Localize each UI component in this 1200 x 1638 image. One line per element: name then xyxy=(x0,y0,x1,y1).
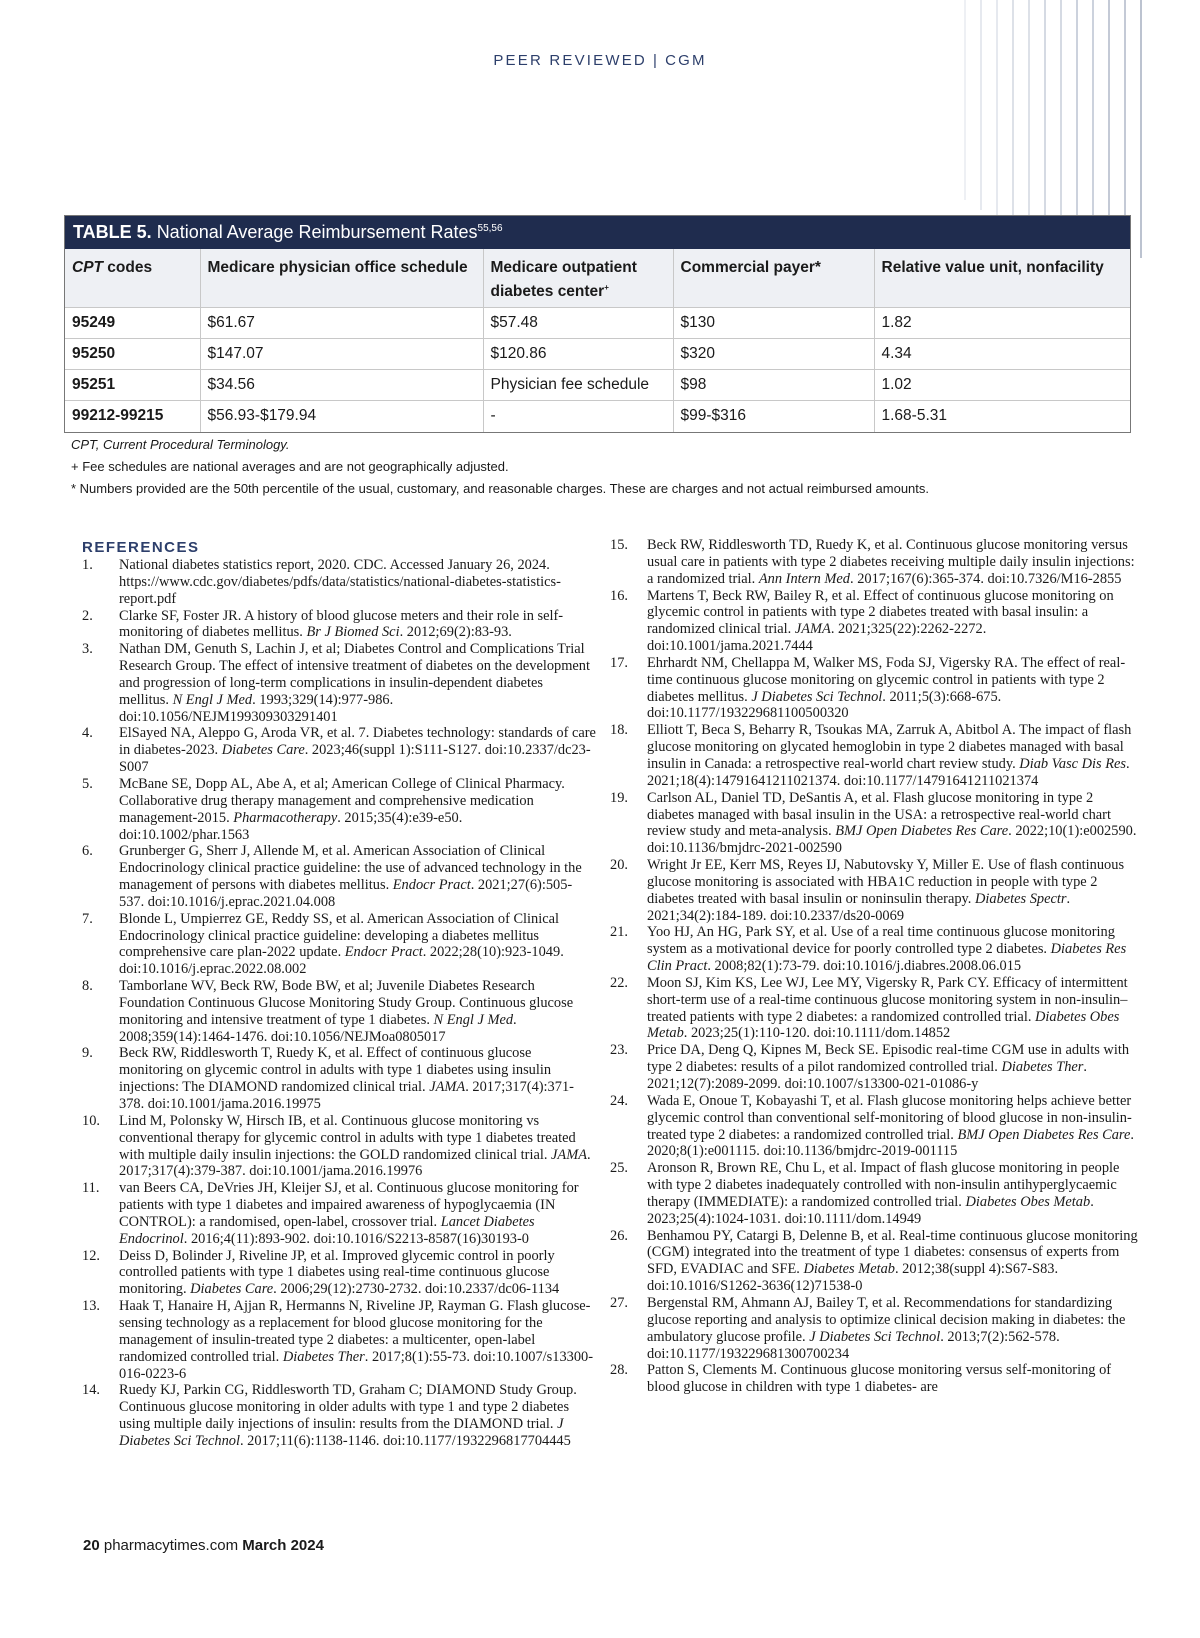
column-header: Relative value unit, nonfacility xyxy=(881,259,1104,276)
reference-number: 26. xyxy=(610,1227,628,1244)
table-cell: $34.56 xyxy=(200,370,483,401)
table-title-text: National Average Reimbursement Rates xyxy=(156,222,478,242)
reference-item xyxy=(82,978,596,1045)
journal-name: Endocr Pract xyxy=(392,877,471,894)
journal-name: JAMA xyxy=(551,1146,587,1163)
page-footer xyxy=(83,1537,324,1554)
reference-item xyxy=(610,924,1140,975)
reference-text: Beck RW, Riddlesworth TD, Ruedy K, et al. Continuous glucose monitoring versus usual care in patients with type 2 diabetes receiving multiple daily insulin injections: a randomized trial. Ann Intern Med. 2017;167(6):365-374. doi:10.7326/M16-2855 xyxy=(647,537,1135,587)
cpt-code-cell: 95250 xyxy=(65,339,200,370)
reference-number: 20. xyxy=(610,857,628,874)
journal-name: Diabetes Obes Metab xyxy=(965,1193,1091,1210)
reference-item xyxy=(82,776,596,843)
table-row xyxy=(65,308,1130,339)
reference-number: 24. xyxy=(610,1092,628,1109)
reference-text: Tamborlane WV, Beck RW, Bode BW, et al; Juvenile Diabetes Research Foundation Continuous Glucose Monitoring Study Group. Continuous glucose monitoring and intensive treatment of type 1 diabetes. N Engl J Med. 2008;359(14):1464-1476. doi:10.1056/NEJMoa0805017 xyxy=(119,978,574,1045)
table-note: CPT, Current Procedural Terminology. xyxy=(71,437,290,452)
journal-name: Br J Biomed Sci xyxy=(306,624,400,641)
reference-item xyxy=(82,1382,596,1449)
table-cell: $320 xyxy=(673,339,874,370)
reimbursement-table xyxy=(64,215,1131,433)
journal-name: Diabetes Ther xyxy=(282,1348,365,1365)
journal-name: J Diabetes Sci Technol xyxy=(809,1328,941,1345)
table-cell: $98 xyxy=(673,370,874,401)
table-row xyxy=(65,401,1130,432)
table-title xyxy=(65,216,1130,249)
journal-name: Pharmacotherapy xyxy=(233,809,338,826)
table-cell: $56.93-$179.94 xyxy=(200,401,483,432)
rates-table xyxy=(65,249,1130,432)
reference-text: Moon SJ, Kim KS, Lee WJ, Lee MY, Vigersky R, Park CY. Efficacy of intermittent short-term use of a real-time continuous glucose monitoring system in non-insulin–treated patients with type 2 diabetes: a randomized controlled trial. Diabetes Obes Metab. 2023;25(1):110-120. doi:10.1111/dom.14852 xyxy=(647,974,1128,1042)
page-number: 20 xyxy=(83,1537,100,1554)
reference-number: 3. xyxy=(82,641,93,658)
reference-text: Ruedy KJ, Parkin CG, Riddlesworth TD, Graham C; DIAMOND Study Group. Continuous glucose monitoring in older adults with type 1 and type 2 diabetes using multiple daily injections of insulin: results from the DIAMOND trial. J Diabetes Sci Technol. 2017;11(6):1138-1146. doi:10.1177/1932296817704445 xyxy=(119,1382,577,1449)
column-header: Commercial payer* xyxy=(673,249,874,308)
reference-number: 21. xyxy=(610,924,628,941)
reference-number: 25. xyxy=(610,1160,628,1177)
reference-item xyxy=(82,725,596,776)
reference-number: 22. xyxy=(610,974,628,991)
table-note: * Numbers provided are the 50th percentile of the usual, customary, and reasonable charges. These are charges and not actual reimbursed amounts. xyxy=(71,481,930,496)
reference-item xyxy=(610,1362,1140,1396)
reference-item xyxy=(610,857,1140,924)
reference-number: 19. xyxy=(610,789,628,806)
journal-name: Ann Intern Med xyxy=(758,570,851,587)
table-title-refs: 55,56 xyxy=(477,223,503,234)
reference-item xyxy=(82,1298,596,1382)
reference-item xyxy=(610,722,1140,789)
journal-name: J Diabetes Sci Technol xyxy=(119,1416,564,1449)
table-cell: $130 xyxy=(673,308,874,339)
table-cell: $61.67 xyxy=(200,308,483,339)
reference-text: Ehrhardt NM, Chellappa M, Walker MS, Foda SJ, Vigersky RA. The effect of real-time continuous glucose monitoring on glycemic control in patients with type 2 diabetes mellitus. J Diabetes Sci Technol. 2011;5(3):668-675. doi:10.1177/193229681100500320 xyxy=(647,654,1126,722)
column-header: Medicare outpatient diabetes center+ xyxy=(483,249,673,308)
reference-number: 15. xyxy=(610,537,628,553)
table-cell: $120.86 xyxy=(483,339,673,370)
section-label: PEER REVIEWED xyxy=(493,52,647,69)
table-cell: 4.34 xyxy=(874,339,1130,370)
table-cell: 1.68-5.31 xyxy=(874,401,1130,432)
reference-item xyxy=(82,1045,596,1112)
issue-date: March 2024 xyxy=(242,1537,324,1554)
cpt-code-cell: 95251 xyxy=(65,370,200,401)
journal-name: Diab Vasc Dis Res xyxy=(1019,755,1127,772)
reference-number: 6. xyxy=(82,843,93,860)
journal-name: N Engl J Med xyxy=(172,691,253,708)
reference-text: Deiss D, Bolinder J, Riveline JP, et al. Improved glycemic control in poorly controlled patients with type 1 diabetes using real-time continuous glucose monitoring. Diabetes Care. 2006;29(12):2730-2732. doi:10.2337/dc06-1134 xyxy=(119,1247,560,1298)
journal-name: Diabetes Res Clin Pract xyxy=(647,941,1127,975)
reference-text: Patton S, Clements M. Continuous glucose monitoring versus self-monitoring of blood glucose in children with type 1 diabetes- are xyxy=(647,1362,1112,1396)
journal-name: JAMA xyxy=(794,621,831,638)
reference-text: Beck RW, Riddlesworth T, Ruedy K, et al. Effect of continuous glucose monitoring on glycemic control in adults with type 1 diabetes using insulin injections: The DIAMOND randomized clinical trial. JAMA. 2017;317(4):371-378. doi:10.1001/jama.2016.19975 xyxy=(119,1045,574,1112)
reference-number: 16. xyxy=(610,587,628,604)
reference-item xyxy=(82,608,596,642)
column-header-italic: CPT xyxy=(72,259,103,276)
table-header-row xyxy=(65,249,1130,308)
reference-item xyxy=(610,1093,1140,1160)
reference-number: 28. xyxy=(610,1362,628,1379)
reference-item xyxy=(610,588,1140,655)
table-note: + Fee schedules are national averages and are not geographically adjusted. xyxy=(71,459,509,474)
table-label: TABLE 5. xyxy=(73,222,152,242)
reference-text: Lind M, Polonsky W, Hirsch IB, et al. Continuous glucose monitoring vs conventional therapy for glycemic control in adults with type 1 diabetes treated with multiple daily insulin injections: the GOLD randomized clinical trial. JAMA. 2017;317(4):379-387. doi:10.1001/jama.2016.19976 xyxy=(119,1112,591,1180)
reference-item xyxy=(610,1042,1140,1093)
table-body xyxy=(65,308,1130,432)
reference-text: Haak T, Hanaire H, Ajjan R, Hermanns N, Riveline JP, Rayman G. Flash glucose-sensing technology as a replacement for blood glucose monitoring for the management of insulin-treated type 2 diabetes: a multicenter, open-label randomized controlled trial. Diabetes Ther. 2017;8(1):55-73. doi:10.1007/s13300-016-0223-6 xyxy=(119,1298,594,1382)
column-header-sup: + xyxy=(604,283,609,292)
table-cell: $99-$316 xyxy=(673,401,874,432)
page-header xyxy=(0,52,1200,69)
reference-text: Elliott T, Beca S, Beharry R, Tsoukas MA, Zarruk A, Abitbol A. The impact of flash glucose monitoring on glycated hemoglobin in type 2 diabetes managed with basal insulin in Canada: a retrospective real-world chart review study. Diab Vasc Dis Res. 2021;18(4):14791641211021374. doi:10.1177/14791641211021374 xyxy=(647,722,1132,789)
site-name: pharmacytimes.com xyxy=(103,1537,239,1554)
reference-number: 7. xyxy=(82,910,93,927)
reference-number: 8. xyxy=(82,978,93,995)
reference-number: 12. xyxy=(82,1247,100,1264)
journal-name: Endocr Pract xyxy=(344,944,423,961)
reference-number: 5. xyxy=(82,775,93,792)
journal-name: N Engl J Med xyxy=(433,1011,514,1028)
journal-name: J Diabetes Sci Technol xyxy=(751,688,883,705)
reference-text: Wright Jr EE, Kerr MS, Reyes IJ, Nabutovsky Y, Miller E. Use of flash continuous glucose monitoring is associated with HBA1C reduction in people with type 2 diabetes treated with basal insulin or noninsulin therapy. Diabetes Spectr. 2021;34(2):184-189. doi:10.2337/ds20-0069 xyxy=(647,857,1125,924)
journal-name: Diabetes Care xyxy=(190,1281,274,1298)
reference-text: National diabetes statistics report, 2020. CDC. Accessed January 26, 2024. https://www.cdc.gov/diabetes/pdfs/data/statistics/national-diabetes-statistics-report.pdf xyxy=(119,557,561,607)
topic-label: CGM xyxy=(665,52,707,69)
column-header: CPT codes xyxy=(65,249,200,308)
references-left-column xyxy=(82,540,596,1450)
journal-name: JAMA xyxy=(429,1079,466,1096)
reference-item xyxy=(610,655,1140,722)
journal-name: Diabetes Spectr xyxy=(974,890,1067,907)
reference-number: 9. xyxy=(82,1045,93,1062)
cpt-code-cell: 99212-99215 xyxy=(65,401,200,432)
column-header: Medicare physician office schedule xyxy=(200,249,483,308)
journal-name: Lancet Diabetes Endocrinol xyxy=(119,1213,535,1247)
journal-name: Diabetes Care xyxy=(221,742,305,759)
reference-number: 4. xyxy=(82,725,93,742)
reference-text: Price DA, Deng Q, Kipnes M, Beck SE. Episodic real-time CGM use in adults with type 2 diabetes: results of a pilot randomized controlled trial. Diabetes Ther. 2021;12(7):2089-2099. doi:10.1007/s13300-021-01086-y xyxy=(647,1042,1130,1092)
table-cell: 1.82 xyxy=(874,308,1130,339)
reference-number: 13. xyxy=(82,1298,100,1315)
journal-name: Diabetes Ther xyxy=(1001,1059,1084,1076)
reference-text: Grunberger G, Sherr J, Allende M, et al. American Association of Clinical Endocrinology clinical practice guideline: the use of advanced technology in the management of persons with diabetes mellitus. Endocr Pract. 2021;27(6):505-537. doi:10.1016/j.eprac.2021.04.008 xyxy=(119,843,582,910)
reference-text: Martens T, Beck RW, Bailey R, et al. Effect of continuous glucose monitoring on glycemic control in patients with type 2 diabetes treated with basal insulin: a randomized clinical trial. JAMA. 2021;325(22):2262-2272. doi:10.1001/jama.2021.7444 xyxy=(647,587,1114,655)
table-cell: $57.48 xyxy=(483,308,673,339)
reference-number: 18. xyxy=(610,722,628,739)
reference-item xyxy=(82,843,596,910)
reference-text: Carlson AL, Daniel TD, DeSantis A, et al. Flash glucose monitoring in type 2 diabetes managed with basal insulin in the USA: a retrospective real-world chart review study and meta-analysis. BMJ Open Diabetes Res Care. 2022;10(1):e002590. doi:10.1136/bmjdrc-2021-002590 xyxy=(647,789,1137,857)
reference-number: 17. xyxy=(610,654,628,671)
journal-name: BMJ Open Diabetes Res Care xyxy=(957,1126,1131,1143)
reference-item xyxy=(82,1248,596,1299)
reference-item xyxy=(610,1160,1140,1227)
table-row xyxy=(65,339,1130,370)
reference-text: Blonde L, Umpierrez GE, Reddy SS, et al. American Association of Clinical Endocrinology clinical practice guideline: developing a diabetes mellitus comprehensive care plan-2022 update. Endocr Pract. 2022;28(10):923-1049. doi:10.1016/j.eprac.2022.08.002 xyxy=(119,910,564,978)
reference-item xyxy=(82,641,596,725)
reference-item xyxy=(82,1113,596,1180)
reference-item xyxy=(82,557,596,608)
reference-text: Nathan DM, Genuth S, Lachin J, et al; Diabetes Control and Complications Trial Research Group. The effect of intensive treatment of diabetes on the development and progression of long-term complications in insulin-dependent diabetes mellitus. N Engl J Med. 1993;329(14):977-986. doi:10.1056/NEJM199309303291401 xyxy=(119,641,590,725)
reference-item xyxy=(82,1180,596,1247)
table-cell: 1.02 xyxy=(874,370,1130,401)
reference-item xyxy=(610,790,1140,857)
journal-name: Diabetes Obes Metab xyxy=(647,1008,1120,1042)
reference-text: McBane SE, Dopp AL, Abe A, et al; American College of Clinical Pharmacy. Collaborative drug therapy management and comprehensive medication management-2015. Pharmacotherapy. 2015;35(4):e39-e50. doi:10.1002/phar.1563 xyxy=(119,775,565,843)
references-heading: REFERENCES xyxy=(82,539,200,556)
references-right-column xyxy=(610,537,1140,1396)
reference-text: Clarke SF, Foster JR. A history of blood glucose meters and their role in self-monitoring of diabetes mellitus. Br J Biomed Sci. 2012;69(2):83-93. xyxy=(119,607,564,641)
table-row xyxy=(65,370,1130,401)
reference-item xyxy=(610,537,1140,588)
reference-item xyxy=(610,1228,1140,1295)
reference-number: 11. xyxy=(82,1180,100,1197)
header-separator: | xyxy=(652,52,660,69)
reference-text: Aronson R, Brown RE, Chu L, et al. Impact of flash glucose monitoring in people with type 2 diabetes inadequately controlled with non-insulin antihyperglycaemic therapy (IMMEDIATE): a randomized controlled trial. Diabetes Obes Metab. 2023;25(4):1024-1031. doi:10.1111/dom.14949 xyxy=(647,1160,1120,1227)
reference-number: 10. xyxy=(82,1112,100,1129)
journal-name: Diabetes Metab xyxy=(803,1261,895,1278)
reference-text: Benhamou PY, Catargi B, Delenne B, et al. Real-time continuous glucose monitoring (CGM) integrated into the treatment of type 1 diabetes: consensus of experts from SFD, EVADIAC and SFE. Diabetes Metab. 2012;38(suppl 4):S67-S83. doi:10.1016/S1262-3636(12)71538-0 xyxy=(647,1227,1138,1295)
table-notes xyxy=(71,434,1131,500)
reference-text: Bergenstal RM, Ahmann AJ, Bailey T, et al. Recommendations for standardizing glucose reporting and analysis to optimize clinical decision making in diabetes: the ambulatory glucose profile. J Diabetes Sci Technol. 2013;7(2):562-578. doi:10.1177/193229681300700234 xyxy=(647,1294,1126,1362)
table-cell: $147.07 xyxy=(200,339,483,370)
reference-number: 1. xyxy=(82,557,93,573)
reference-item xyxy=(610,975,1140,1042)
reference-text: Yoo HJ, An HG, Park SY, et al. Use of a real time continuous glucose monitoring system as a motivational device for poorly controlled type 2 diabetes. Diabetes Res Clin Pract. 2008;82(1):73-79. doi:10.1016/j.diabres.2008.06.015 xyxy=(647,924,1127,975)
table-cell: - xyxy=(483,401,673,432)
reference-number: 14. xyxy=(82,1382,100,1399)
journal-name: BMJ Open Diabetes Res Care xyxy=(835,823,1009,840)
reference-text: Wada E, Onoue T, Kobayashi T, et al. Flash glucose monitoring helps achieve better glycemic control than conventional self-monitoring of blood glucose in non-insulin-treated type 2 diabetes: a randomized controlled trial. BMJ Open Diabetes Res Care. 2020;8(1):e001115. doi:10.1136/bmjdrc-2019-001115 xyxy=(647,1092,1134,1160)
reference-item xyxy=(610,1295,1140,1362)
reference-number: 2. xyxy=(82,607,93,624)
reference-item xyxy=(82,911,596,978)
reference-text: ElSayed NA, Aleppo G, Aroda VR, et al. 7. Diabetes technology: standards of care in diabetes-2023. Diabetes Care. 2023;46(suppl 1):S111-S127. doi:10.2337/dc23-S007 xyxy=(119,725,596,776)
reference-text: van Beers CA, DeVries JH, Kleijer SJ, et al. Continuous glucose monitoring for patients with type 1 diabetes and impaired awareness of hypoglycaemia (IN CONTROL): a randomised, open-label, crossover trial. Lancet Diabetes Endocrinol. 2016;4(11):893-902. doi:10.1016/S2213-8587(16)30193-0 xyxy=(119,1180,579,1247)
reference-number: 27. xyxy=(610,1294,628,1311)
cpt-code-cell: 95249 xyxy=(65,308,200,339)
table-cell: Physician fee schedule xyxy=(483,370,673,401)
reference-number: 23. xyxy=(610,1042,628,1059)
